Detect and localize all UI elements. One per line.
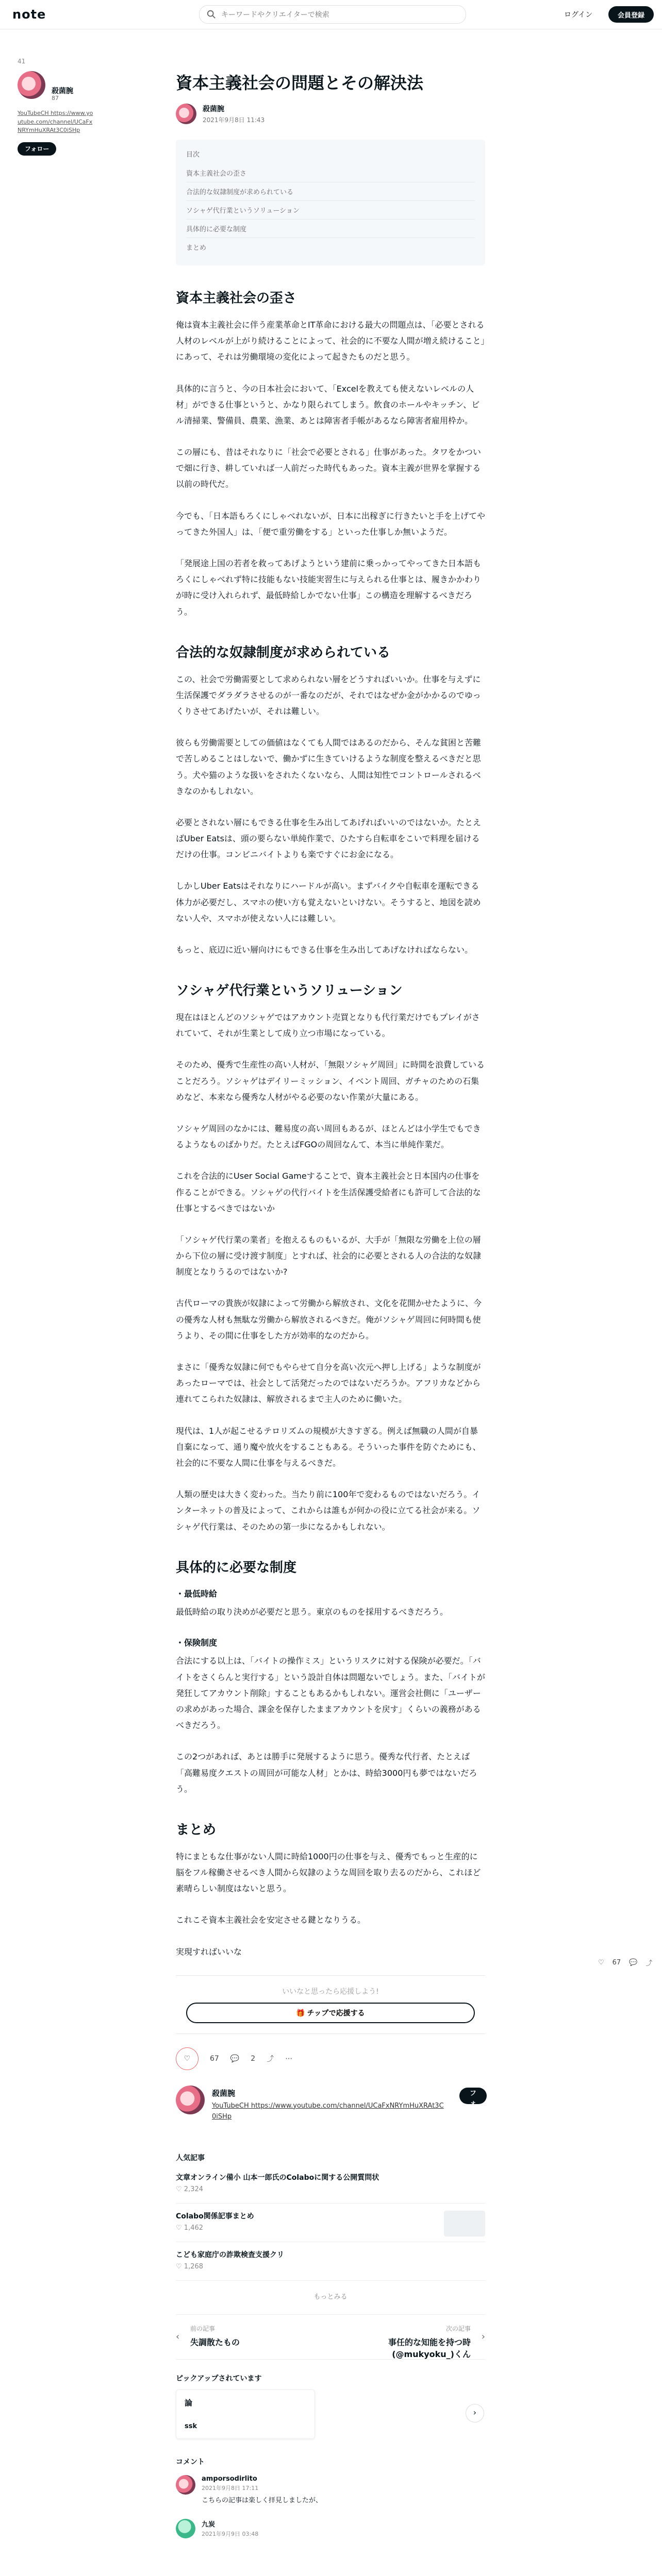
popular-title[interactable]: こども家庭庁の詐欺検査支援クリ	[176, 2250, 284, 2259]
paragraph: 合法にする以上は、「バイトの操作ミス」というリスクに対する保険が必要だ。「バイトをさくらんと実行する」という設計自体は問題ないでしょう。また、「バイトが発狂してアカウント削除」することもあるかもしれない。運営会社側に「ユーザーの求めがあった場合、課金を保存したままアカウントを戻す」くらいの義務があるべきだろう。	[176, 1656, 486, 1731]
section-heading: 合法的な奴隷制度が求められている	[176, 645, 391, 660]
like-count: 67	[210, 2054, 219, 2063]
comment-date: 2021年9月8日 17:11	[202, 2484, 259, 2492]
popular-count: ♡ 1,268	[176, 2262, 204, 2270]
register-button[interactable]: 会員登録	[608, 6, 654, 23]
prev-article[interactable]	[176, 2315, 330, 2359]
popular-title[interactable]: Colabo関係記事まとめ	[176, 2212, 254, 2221]
sidebar-bio-link[interactable]: YouTubeCH https://www.youtube.com/channel/UCaFxNRYmHuXRAt3C0iSHp	[18, 110, 93, 133]
tip-box	[176, 1975, 485, 2034]
tip-label: いいなと思ったら応援しよう!	[282, 1987, 379, 1996]
comment-icon[interactable]: 💬	[629, 1959, 638, 1967]
chevron-right-icon: ›	[473, 2407, 477, 2417]
more-link[interactable]: もっとみる	[313, 2293, 347, 2301]
avatar[interactable]	[176, 2475, 195, 2495]
toc-item[interactable]: 合法的な奴隷制度が求められている	[186, 182, 475, 201]
search-input[interactable]	[220, 10, 449, 19]
sidebar-follower-count: 87	[52, 95, 59, 101]
paragraph: この、社会で労働需要として求められない層をどうすればいいか。仕事を与えずに生活保護でダラダラさせるのが一番なのだが、それではなぜか金がかかるのでゆっくりさせてあげたいが、それは難しい。	[176, 674, 481, 716]
comment-author[interactable]: 九炭	[202, 2520, 216, 2529]
heart-icon: ♡	[176, 2224, 184, 2232]
sidebar-author-name[interactable]: 殺菌腕	[52, 87, 73, 95]
comment-author[interactable]: amporsodirlito	[202, 2475, 257, 2483]
author-card-bio	[212, 2101, 444, 2123]
heart-icon[interactable]: ♡	[598, 1959, 604, 1967]
comment-count: 2	[251, 2054, 256, 2063]
bullet-heading: ・最低時給	[176, 1588, 218, 1599]
paragraph: 「ソシャゲ代行業の業者」を抱えるものもいるが、大手が「無限な労働を上位の層から下位の層に受け渡す制度」とすれば、社会的に必要とされる人の合法的な奴隷制度となりうるのではないか?	[176, 1234, 482, 1277]
next-label: 次の記事	[445, 2325, 471, 2332]
paragraph: 彼らも労働需要としての価値はなくても人間ではあるのだから、そんな貧困と苦難で苦しめることはしないで、働かずに生きていけるような制度を整えるべきだと思う。犬や猫のような扱いをされたくないなら、人間は知性でコントロールされるべきなのかもしれない。	[176, 738, 482, 796]
pickup-card[interactable]	[176, 2389, 315, 2439]
toc-item[interactable]: ソシャゲ代行業というソリューション	[186, 201, 475, 219]
floating-actions	[598, 1958, 652, 1968]
paragraph: 俺は資本主義社会に伴う産業革命とIT革命における最大の問題点は、「必要とされる人材のレベルが上がり続けることによって、社会的に不要な人間が増え続けること」にあって、それは労働環境の変化によって起きたものだと思う。	[176, 319, 485, 362]
toc-item[interactable]: 資本主義社会の歪さ	[186, 164, 475, 182]
author-name[interactable]: 殺菌腕	[203, 105, 224, 114]
next-title[interactable]: 事任的な知能を持つ時(@mukyoku_)くん	[388, 2337, 471, 2359]
section-heading: ソシャゲ代行業というソリューション	[176, 983, 403, 999]
search-box[interactable]	[199, 5, 466, 24]
top-bar	[0, 0, 662, 29]
note-logo[interactable]: note	[12, 7, 46, 22]
author-card-name[interactable]: 殺菌腕	[212, 2088, 236, 2098]
heart-icon: ♡	[184, 2054, 191, 2063]
section-heading: 具体的に必要な制度	[176, 1560, 297, 1575]
pickup-section	[176, 2373, 485, 2439]
float-like-count: 67	[612, 1959, 621, 1967]
paragraph: 特にまともな仕事がない人間に時給1000円の仕事を与え、優秀でもっと生産的に脳をフル稼働させるべき人間から奴隷のような周回を取り去るのだから、これほど素晴らしい制度はないと思う。	[176, 1851, 481, 1894]
share-icon[interactable]: ⤴	[646, 1960, 653, 1968]
article	[176, 72, 485, 2550]
paragraph: 具体的に言うと、今の日本社会において、「Excelを教えても使えないレベルの人材」ができる仕事というと、かなり限られてしまう。飲食のホールやキッチン、ビル清掃業、警備員、農業、漁業、あとは障害者手帳があるなら障害者雇用枠か。	[176, 383, 480, 426]
paragraph: これこそ資本主義社会を安定させる鍵となりうる。	[176, 1915, 366, 1925]
list-item[interactable]	[176, 2207, 485, 2242]
heart-icon: ♡	[176, 2262, 184, 2270]
paragraph: ソシャゲ周回のなかには、難易度の高い周回もあるが、ほとんどは小学生でもできるようなものばかりだ。たとえばFGOの周回なんて、本当に単純作業だ。	[176, 1123, 481, 1150]
comment-date: 2021年9月9日 03:48	[202, 2530, 259, 2537]
comments-section	[176, 2456, 485, 2538]
sidebar-bio	[18, 109, 95, 135]
toc-item[interactable]: まとめ	[186, 244, 207, 252]
toc-item[interactable]: 具体的に必要な制度	[186, 219, 475, 238]
share-icon[interactable]: ⤴	[267, 2055, 274, 2063]
toc-head: 目次	[186, 151, 200, 159]
paragraph: 必要とされない層にもできる仕事を生み出してあげればいいのではないか。たとえばUber Eatsは、頭の要らない単純作業で、ひたすら自転車をこいで料理を届けるだけの仕事。コンビニバイトよりも楽ですぐにお金になる。	[176, 817, 482, 860]
list-item[interactable]	[176, 2245, 485, 2281]
popular-articles	[176, 2153, 485, 2301]
chevron-left-icon: ‹	[176, 2331, 180, 2342]
sidebar-follow-button[interactable]: フォロー	[18, 142, 56, 156]
comment-icon[interactable]: 💬	[230, 2054, 240, 2063]
pickup-head: ピックアップされています	[176, 2374, 262, 2383]
gift-icon: 🎁	[296, 2008, 307, 2017]
paragraph: この2つがあれば、あとは勝手に発展するように思う。優秀な代行者、たとえば「高難易度クエストの周回が可能な人材」とかは、時給3000円も夢ではないだろう。	[176, 1752, 477, 1794]
thumbnail[interactable]	[444, 2211, 485, 2236]
popular-count: ♡ 2,324	[176, 2185, 204, 2193]
article-actions	[176, 2047, 485, 2070]
publish-date: 2021年9月8日 11:43	[203, 116, 265, 124]
paragraph: 実現すればいいな	[176, 1946, 242, 1957]
section-heading: まとめ	[176, 1822, 217, 1838]
carousel-next-button[interactable]	[466, 2404, 484, 2422]
tip-button[interactable]: 🎁 チップで応援する	[186, 2003, 475, 2023]
avatar[interactable]	[176, 104, 196, 124]
popular-title[interactable]: 文章オンライン備小 山本一郎氏のColaboに関する公開質問状	[176, 2173, 379, 2182]
paragraph: しかしUber Eatsはそれなりにハードルが高い。まずバイクや自転車を運転できる体力が必要だし、スマホの使い方も覚えないといけない。そうすると、地図を読めない人や、スマホが使えない人には難しい。	[176, 881, 481, 923]
avatar[interactable]	[18, 71, 45, 99]
bullet-heading: ・保険制度	[176, 1638, 218, 1648]
paragraph: もっと、底辺に近い層向けにもできる仕事を生み出してあげなければならない。	[176, 945, 473, 955]
comment-text: こちらの記事は楽しく拝見しましたが、	[202, 2496, 323, 2504]
article-author	[176, 104, 485, 124]
like-button[interactable]	[176, 2047, 198, 2070]
pickup-card-title: 論	[185, 2398, 193, 2408]
prev-title[interactable]: 失調散たもの	[190, 2337, 240, 2347]
prev-label: 前の記事	[190, 2325, 216, 2332]
paragraph: 現代は、1人が起こせるテロリズムの規模が大きすぎる。例えば無職の人間が自暴自棄になって、通り魔や放火をすることもある。そういった事件を防ぐためにも、社会的に不要な人間に仕事を与えるべきだ。	[176, 1426, 481, 1468]
paragraph: 今でも、「日本語もろくにしゃべれないが、日本に出稼ぎに行きたいと手を上げてやってきた外国人」は、「便で重労働をする」といった仕事しか無いようだ。	[176, 511, 486, 537]
paragraph: これを合法的にUser Social Gameすることで、資本主義社会と日本国内の仕事を作ることができる。ソシャゲの代行バイトを生活保護受給者にも許可して合法的な仕事とするべきではないか	[176, 1171, 481, 1213]
section-heading: 資本主義社会の歪さ	[176, 291, 297, 307]
login-button[interactable]: ログイン	[557, 6, 600, 23]
heart-icon: ♡	[176, 2185, 184, 2193]
paragraph: まさに「優秀な奴隷に何でもやらせて自分を高い次元へ押し上げる」ような制度があったローマでは、社会として活発だったのではないだろうか。アフリカなどから連れてこられた奴隷は、解放されるまで主人のために働いた。	[176, 1362, 481, 1404]
pickup-card-author: ssk	[185, 2422, 197, 2430]
list-item[interactable]	[176, 2168, 485, 2204]
avatar[interactable]	[176, 2086, 205, 2114]
comment	[176, 2475, 485, 2506]
table-of-contents	[176, 140, 485, 265]
popular-head: 人気記事	[176, 2154, 205, 2162]
more-icon[interactable]: ⋯	[285, 2054, 293, 2063]
paragraph: 古代ローマの貴族が奴隷によって労働から解放され、文化を花開かせたように、今の優秀な人材も無駄な労働から解放されるべきだ。俺がソシャゲ周回に何時間も使うより、その間に仕事をした方が効率的なのだから。	[176, 1298, 482, 1341]
search-icon	[207, 10, 216, 19]
article-title: 資本主義社会の問題とその解決法	[176, 73, 424, 93]
sidebar-author	[18, 58, 95, 156]
paragraph: そのため、優秀で生産性の高い人材が、「無限ソシャゲ周回」に時間を浪費していることだろう。ソシャゲはデイリーミッション、イベント周回、ガチャのための石集めなど、本来なら優秀な人材がやる必要のない作業が大量にある。	[176, 1060, 485, 1102]
author-card-link[interactable]: YouTubeCH https://www.youtube.com/channel/UCaFxNRYmHuXRAt3C0iSHp	[212, 2102, 444, 2121]
avatar[interactable]	[176, 2519, 195, 2538]
author-card-follow-button[interactable]: フォロー	[459, 2088, 487, 2104]
paragraph: 人類の歴史は大きく変わった。当たり前に100年で変わるものではないだろう。インターネットの普及によって、これからは誰もが何かの役に立てる社会が来る。ソシャゲ代行業は、そのための第一歩になるかもしれない。	[176, 1489, 481, 1532]
comments-head: コメント	[176, 2458, 205, 2466]
paragraph: この層にも、昔はそれなりに「社会で必要とされる」仕事があった。タワをかついで畑に行き、耕していれば一人前だった時代もあった。資本主義が世界を掌握する以前の時代だ。	[176, 447, 481, 489]
author-card	[176, 2086, 485, 2153]
chevron-right-icon: ›	[481, 2331, 485, 2342]
sidebar-number: 41	[18, 58, 26, 65]
popular-count: ♡ 1,462	[176, 2224, 204, 2232]
paragraph: 最低時給の取り決めが必要だと思う。東京のものを採用するべきだろう。	[176, 1606, 449, 1617]
paragraph: 「発展途上国の若者を救ってあげようという建前に乗っかってやってきた日本語もろくにしゃべれず特に技能もない技能実習生に与えられる仕事とは、履きかかわりが時に受け入れられず、最低時給しかでない仕事」この構造を理解するべきだろう。	[176, 558, 482, 617]
paragraph: 現在はほとんどのソシャゲではアカウント売買となりも代行業だけでもプレイがされていて、それが生業として成り立つ市場になっている。	[176, 1012, 480, 1039]
prev-next-nav	[176, 2314, 485, 2360]
next-article[interactable]	[330, 2315, 485, 2359]
comment	[176, 2519, 485, 2538]
